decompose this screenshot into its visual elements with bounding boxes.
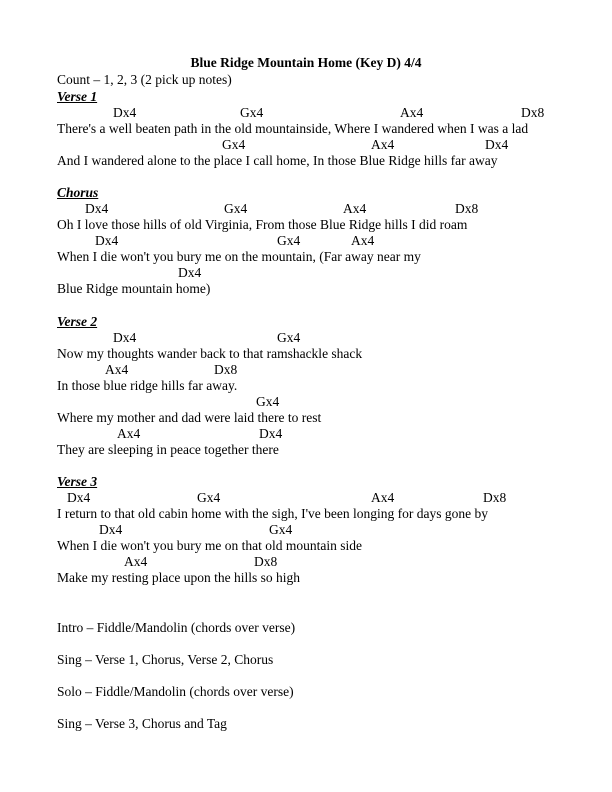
arrangement-line: Intro – Fiddle/Mandolin (chords over verse) bbox=[57, 620, 296, 635]
chord: Dx4 bbox=[85, 201, 109, 216]
verse2-header: Verse 2 bbox=[57, 314, 98, 329]
chord: Dx4 bbox=[95, 233, 119, 248]
chord: Dx8 bbox=[521, 105, 545, 120]
chord: Dx4 bbox=[485, 137, 509, 152]
chord: Gx4 bbox=[277, 330, 301, 345]
chord: Ax4 bbox=[400, 105, 424, 120]
lyric-line: When I die won't you bury me on that old mountain side bbox=[57, 538, 363, 553]
chord: Gx4 bbox=[197, 490, 221, 505]
chord: Gx4 bbox=[240, 105, 264, 120]
chord: Dx4 bbox=[259, 426, 283, 441]
chord: Ax4 bbox=[117, 426, 141, 441]
arrangement-line: Sing – Verse 1, Chorus, Verse 2, Chorus bbox=[57, 652, 274, 667]
lyric-line: Now my thoughts wander back to that ramshackle shack bbox=[57, 346, 363, 361]
chord: Gx4 bbox=[222, 137, 246, 152]
chorus-header: Chorus bbox=[57, 185, 99, 200]
arrangement-line: Sing – Verse 3, Chorus and Tag bbox=[57, 716, 227, 731]
chord: Dx4 bbox=[178, 265, 202, 280]
chord: Dx4 bbox=[113, 105, 137, 120]
verse1-header: Verse 1 bbox=[57, 89, 98, 104]
verse3-header: Verse 3 bbox=[57, 474, 98, 489]
chord: Gx4 bbox=[256, 394, 280, 409]
lyric-line: Where my mother and dad were laid there to rest bbox=[57, 410, 322, 425]
chord: Ax4 bbox=[105, 362, 129, 377]
chord: Ax4 bbox=[351, 233, 375, 248]
chord: Gx4 bbox=[224, 201, 248, 216]
chord: Dx4 bbox=[99, 522, 123, 537]
chord: Dx8 bbox=[483, 490, 507, 505]
chord: Dx8 bbox=[455, 201, 479, 216]
lyric-line: I return to that old cabin home with the sigh, I've been longing for days gone by bbox=[57, 506, 488, 521]
lyric-line: Oh I love those hills of old Virginia, From those Blue Ridge hills I did roam bbox=[57, 217, 468, 232]
chord: Ax4 bbox=[371, 490, 395, 505]
lyric-line: And I wandered alone to the place I call home, In those Blue Ridge hills far away bbox=[57, 153, 498, 168]
lyric-line: There's a well beaten path in the old mountainside, Where I wandered when I was a lad bbox=[57, 121, 529, 136]
lyric-line: In those blue ridge hills far away. bbox=[57, 378, 238, 393]
chord: Dx8 bbox=[214, 362, 238, 377]
lyric-line: Make my resting place upon the hills so high bbox=[57, 570, 300, 585]
chord: Dx4 bbox=[113, 330, 137, 345]
song-title: Blue Ridge Mountain Home (Key D) 4/4 bbox=[190, 55, 422, 70]
chord: Ax4 bbox=[124, 554, 148, 569]
lyric-line: They are sleeping in peace together there bbox=[57, 442, 279, 457]
chord: Ax4 bbox=[343, 201, 367, 216]
chord: Ax4 bbox=[371, 137, 395, 152]
chord: Dx8 bbox=[254, 554, 278, 569]
lyric-line: Blue Ridge mountain home) bbox=[57, 281, 211, 296]
chord: Gx4 bbox=[269, 522, 293, 537]
arrangement-line: Solo – Fiddle/Mandolin (chords over verse) bbox=[57, 684, 294, 699]
chord: Gx4 bbox=[277, 233, 301, 248]
lyric-line: When I die won't you bury me on the mountain, (Far away near my bbox=[57, 249, 421, 264]
chord: Dx4 bbox=[67, 490, 91, 505]
count-line: Count – 1, 2, 3 (2 pick up notes) bbox=[57, 72, 232, 87]
